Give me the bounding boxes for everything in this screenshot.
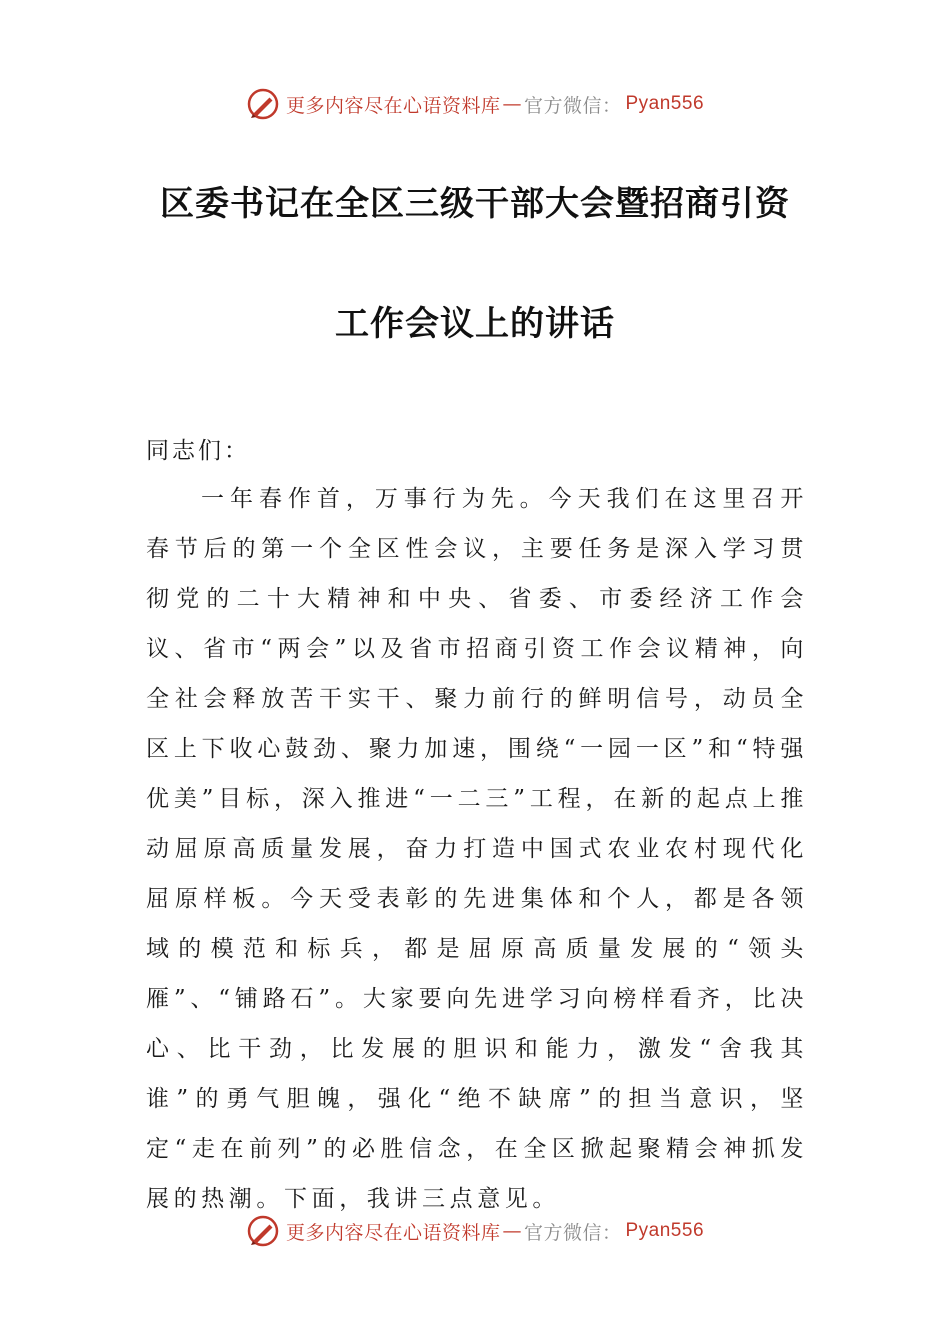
banner-wechat-id: Pyan556: [625, 1220, 705, 1241]
body-paragraph: 一年春作首，万事行为先。今天我们在这里召开春节后的第一个全区性会议，主要任务是深入学习贯彻党的二十大精神和中央、省委、市委经济工作会议、省市“两会”以及省市招商引资工作会议精神，向全社会释放苦干实干、聚力前行的鲜明信号，动员全区上下收心鼓劲、聚力加速，围绕“一园一区”和“特强优美”目标，深入推进“一二三”工程，在新的起点上推动屈原高质量发展，奋力打造中国式农业农村现代化屈原样板。今天受表彰的先进集体和个人，都是各领域的模范和标兵，都是屈原高质量发展的“领头雁”、“铺路石”。大家要向先进学习向榜样看齐，比决心、比干劲，比发展的胆识和能力，激发“舍我其谁”的勇气胆魄，强化“绝不缺席”的担当意识，坚定“走在前列”的必胜信念，在全区掀起聚精会神抓发展的热潮。下面，我讲三点意见。: [146, 486, 808, 1212]
banner-separator: —: [502, 1220, 522, 1242]
header-banner: [0, 84, 950, 124]
pen-logo-icon: [246, 87, 280, 121]
document-title-line1: 区委书记在全区三级干部大会暨招商引资: [160, 184, 790, 224]
pen-logo-icon: [246, 1214, 280, 1248]
banner-wechat-id: Pyan556: [625, 93, 705, 114]
banner-separator: —: [502, 93, 522, 115]
banner-brand: 更多内容尽在心语资料库: [285, 94, 501, 117]
banner-label: 官方微信：: [523, 1221, 622, 1244]
document-title-line2: 工作会议上的讲话: [335, 304, 615, 344]
banner-label: 官方微信：: [523, 94, 622, 117]
salutation: 同志们：: [146, 438, 250, 464]
banner-brand: 更多内容尽在心语资料库: [285, 1221, 501, 1244]
footer-banner: [0, 1211, 950, 1251]
